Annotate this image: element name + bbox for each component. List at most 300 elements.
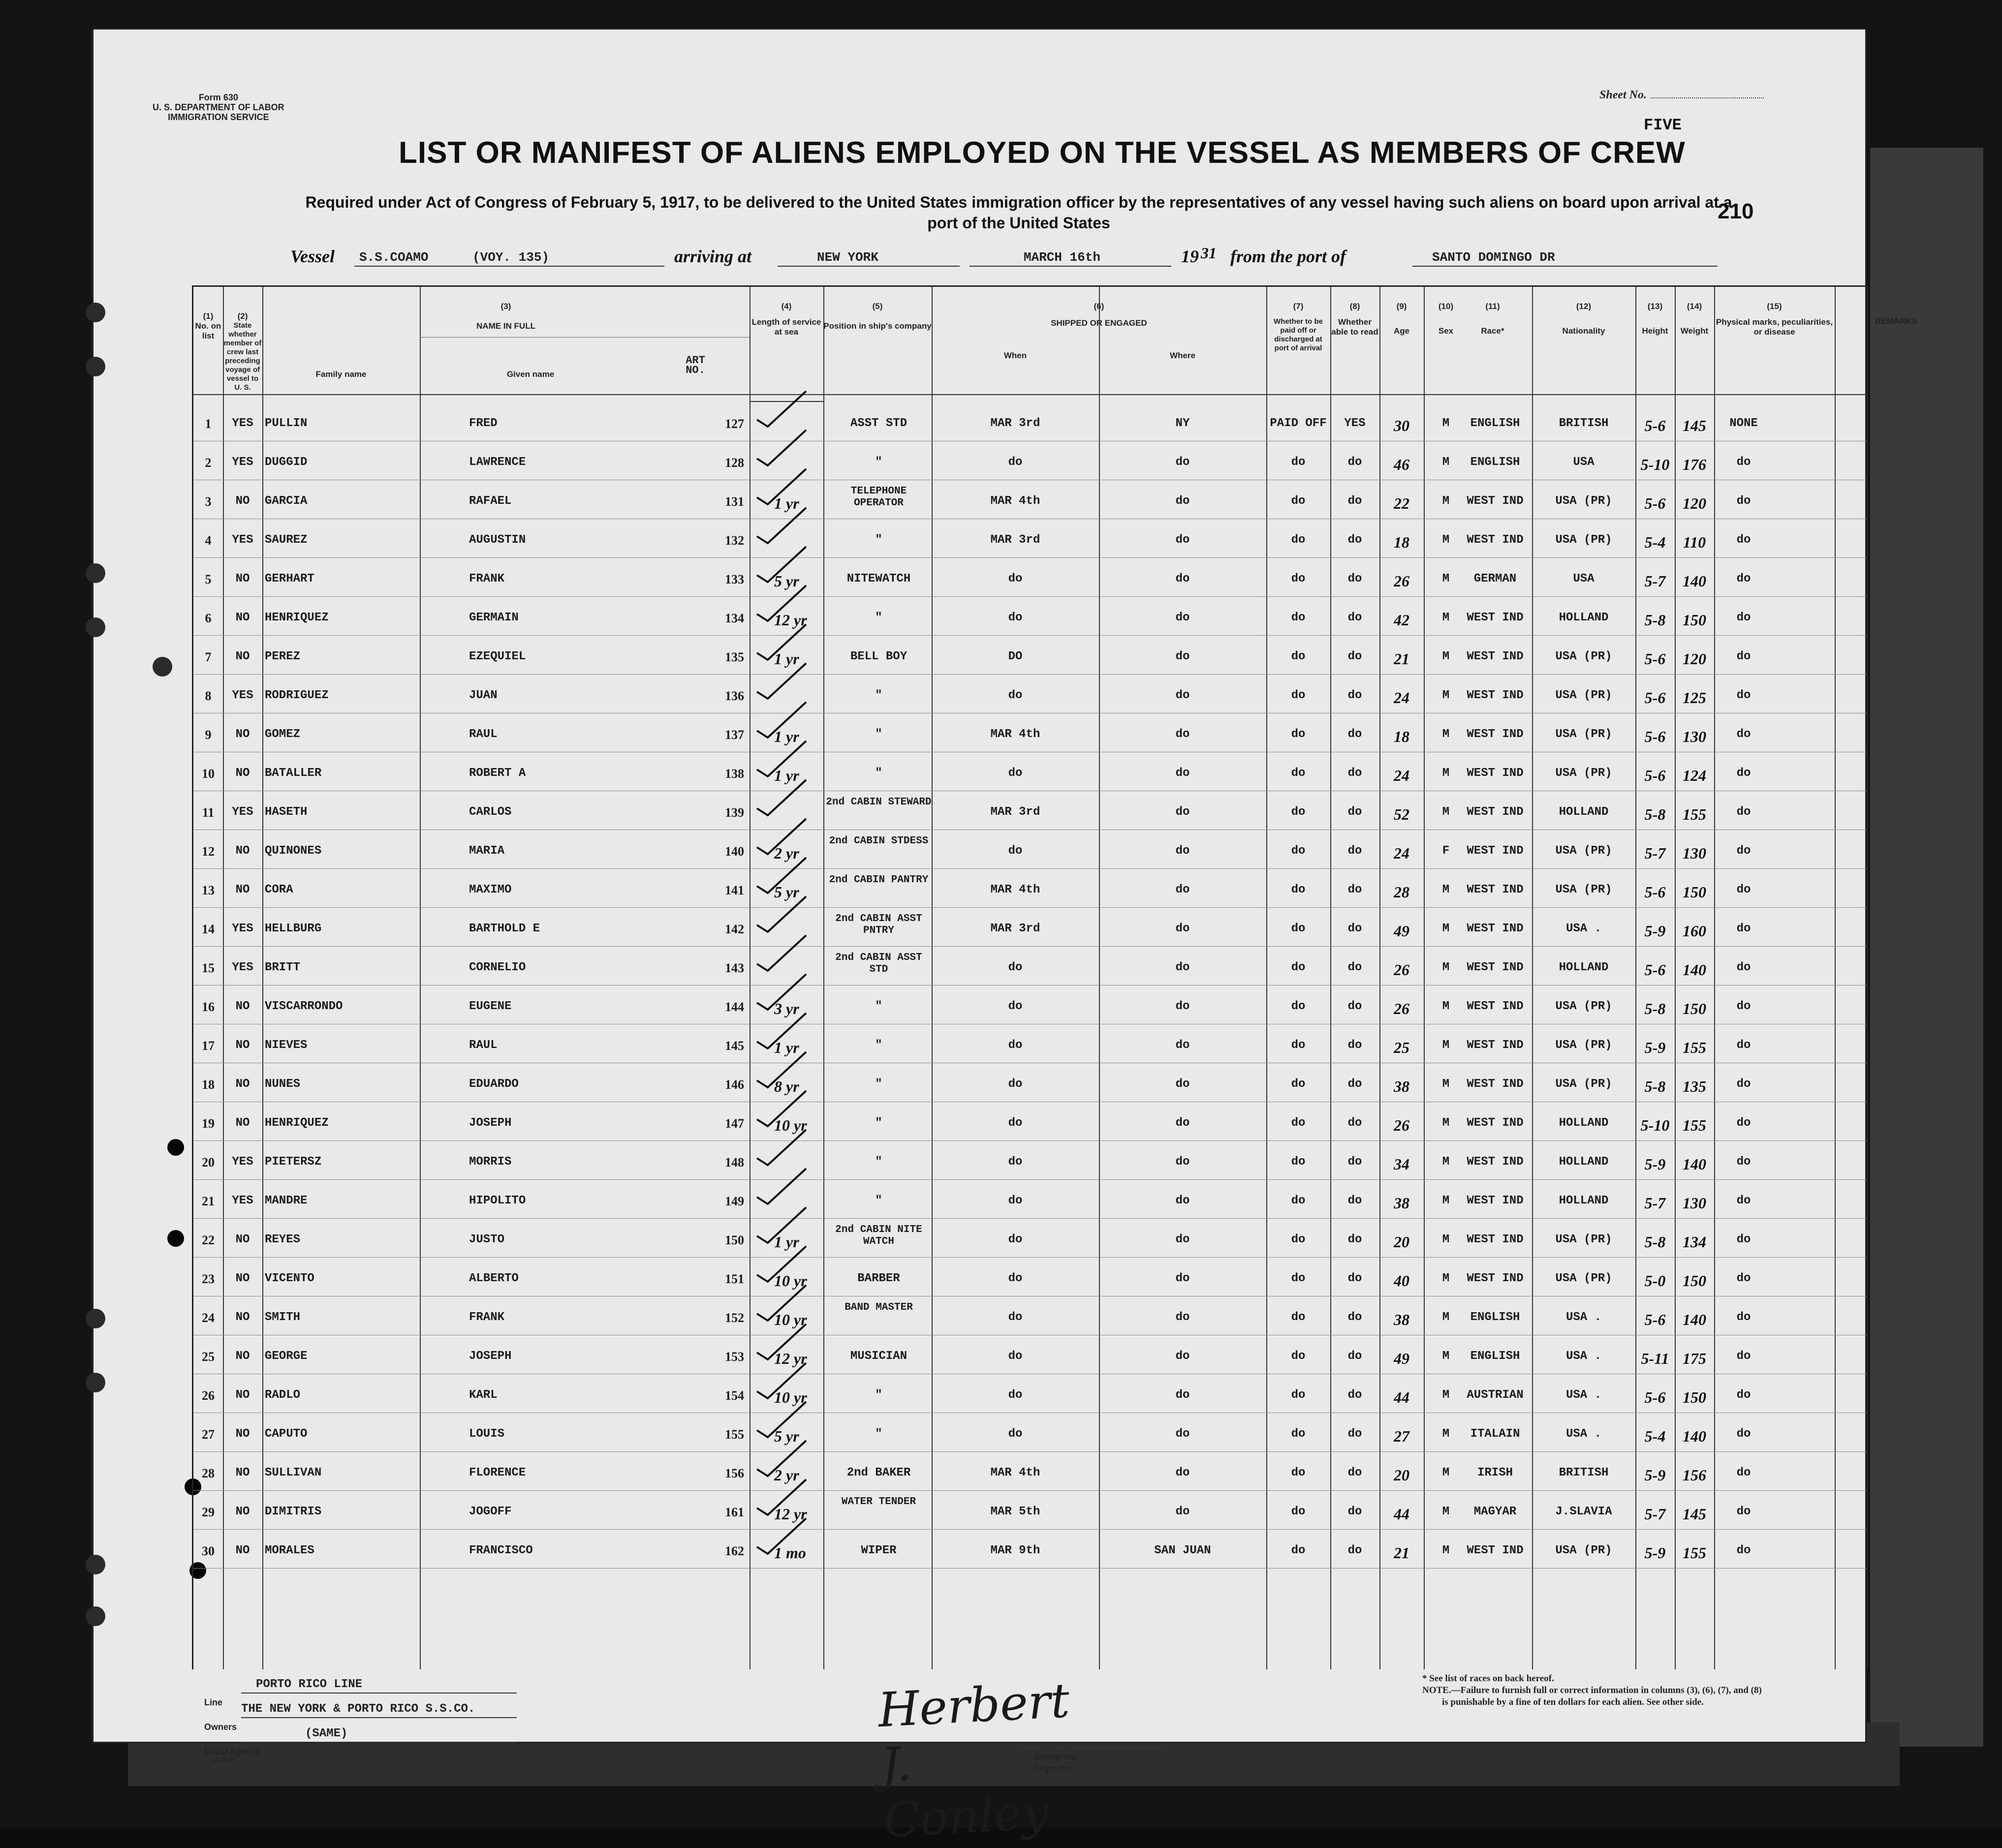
cell-age: 21: [1394, 1544, 1409, 1562]
binder-hole-icon: [153, 657, 172, 677]
cell-race: GERMAN: [1473, 572, 1517, 585]
cell-prev: YES: [232, 922, 253, 935]
cell-family: SMITH: [265, 1311, 301, 1324]
header-position: Position in ship's company: [823, 321, 932, 331]
cell-height: 5-6: [1644, 650, 1666, 668]
checkmark-icon: [752, 1128, 811, 1167]
cell-prev: NO: [235, 1544, 250, 1557]
cell-given: JUAN: [469, 689, 498, 702]
cell-prev: NO: [235, 1311, 250, 1324]
cell-marks: do: [1736, 1194, 1751, 1207]
cell-art: 141: [725, 883, 744, 897]
header-race: Race*: [1481, 326, 1504, 336]
cell-given: HIPOLITO: [469, 1194, 526, 1207]
cell-given: EDUARDO: [469, 1078, 519, 1091]
cell-no: 1: [205, 417, 212, 431]
cell-art: 156: [725, 1466, 744, 1480]
cell-no: 29: [202, 1505, 215, 1519]
row-divider: [193, 946, 1867, 947]
cell-prev: NO: [235, 1427, 250, 1441]
cell-marks: do: [1736, 1233, 1751, 1246]
header-col2-num: (2): [237, 311, 248, 321]
cell-read: do: [1347, 1000, 1362, 1013]
owners-underline: [241, 1717, 517, 1718]
cell-art: 152: [725, 1311, 744, 1325]
cell-height: 5-8: [1644, 1000, 1666, 1017]
cell-no: 21: [202, 1194, 215, 1208]
binder-hole-icon: [86, 1309, 105, 1328]
cell-position: 2nd CABIN STDESS: [829, 835, 929, 847]
cell-paid: PAID OFF: [1270, 417, 1327, 430]
cell-age: 20: [1394, 1466, 1409, 1484]
cell-read: do: [1347, 650, 1362, 663]
cell-family: RODRIGUEZ: [265, 689, 329, 702]
cell-weight: 176: [1683, 456, 1706, 473]
cell-age: 26: [1394, 961, 1409, 979]
cell-weight: 156: [1683, 1466, 1706, 1484]
from-label: from the port of: [1230, 246, 1346, 266]
cell-where: do: [1175, 1116, 1190, 1130]
cell-paid: do: [1291, 1272, 1306, 1285]
cell-no: 3: [205, 494, 212, 509]
cell-paid: do: [1291, 1427, 1306, 1441]
sheet-no-label: Sheet No.: [1599, 89, 1647, 101]
cell-read: do: [1347, 689, 1362, 702]
cell-family: PIETERSZ: [265, 1155, 322, 1169]
cell-read: YES: [1344, 417, 1366, 430]
cell-when: do: [1008, 1272, 1023, 1285]
cell-sex: M: [1442, 922, 1450, 935]
cell-nat: USA (PR): [1555, 844, 1612, 858]
department-name: U. S. DEPARTMENT OF LABOR: [153, 102, 284, 112]
cell-given: KARL: [469, 1388, 498, 1402]
cell-paid: do: [1291, 1350, 1306, 1363]
cell-family: NIEVES: [265, 1039, 308, 1052]
header-col13-num: (13): [1647, 302, 1663, 311]
cell-sex: M: [1442, 1544, 1450, 1557]
cell-height: 5-6: [1644, 417, 1666, 434]
cell-given: FLORENCE: [469, 1466, 526, 1479]
cell-where: do: [1175, 1039, 1190, 1052]
cell-position: 2nd CABIN NITE WATCH: [835, 1224, 922, 1247]
cell-race: WEST IND: [1467, 494, 1524, 508]
cell-where: do: [1175, 1078, 1190, 1091]
cell-art: 162: [725, 1544, 744, 1558]
cell-paid: do: [1291, 1388, 1306, 1402]
cell-weight: 135: [1683, 1078, 1706, 1095]
cell-marks: do: [1736, 1544, 1751, 1557]
cell-position: 2nd CABIN ASST PNTRY: [835, 913, 922, 936]
cell-given: MARIA: [469, 844, 505, 858]
cell-sex: M: [1442, 494, 1450, 508]
header-no-on-list: No. on list: [195, 321, 221, 340]
cell-race: ENGLISH: [1470, 417, 1520, 430]
date-underline: [970, 266, 1171, 267]
cell-given: EUGENE: [469, 1000, 512, 1013]
cell-sex: M: [1442, 1350, 1450, 1363]
cell-given: JOSEPH: [469, 1350, 512, 1363]
cell-where: do: [1175, 689, 1190, 702]
cell-height: 5-9: [1644, 922, 1666, 940]
cell-where: do: [1175, 1194, 1190, 1207]
cell-service: 1 yr: [774, 1233, 799, 1251]
cell-race: ITALAIN: [1470, 1427, 1520, 1441]
cell-nat: HOLLAND: [1559, 1194, 1609, 1207]
cell-family: REYES: [265, 1233, 301, 1246]
cell-height: 5-9: [1644, 1544, 1666, 1562]
vessel-voyage: (VOY. 135): [472, 250, 550, 265]
cell-position: ": [875, 1155, 882, 1169]
cell-when: do: [1008, 1350, 1023, 1363]
cell-family: SAUREZ: [265, 533, 308, 547]
header-col7-num: (7): [1293, 302, 1304, 311]
cell-nat: USA .: [1565, 1311, 1601, 1324]
cell-paid: do: [1291, 1233, 1306, 1246]
page-subtitle: [182, 192, 1855, 233]
header-col12-num: (12): [1576, 302, 1592, 311]
cell-paid: do: [1291, 1194, 1306, 1207]
cell-read: do: [1347, 1466, 1362, 1479]
cell-service: 10 yr: [774, 1311, 807, 1328]
cell-marks: do: [1736, 1039, 1751, 1052]
cell-height: 5-9: [1644, 1155, 1666, 1173]
checkmark-icon: [752, 661, 811, 701]
cell-family: BRITT: [265, 961, 301, 974]
cell-family: NUNES: [265, 1078, 301, 1091]
cell-paid: do: [1291, 1039, 1306, 1052]
cell-art: 143: [725, 961, 744, 975]
cell-nat: HOLLAND: [1559, 1116, 1609, 1130]
cell-when: MAR 9th: [990, 1544, 1040, 1557]
cell-where: do: [1175, 1427, 1190, 1441]
cell-nat: HOLLAND: [1559, 805, 1609, 819]
cell-race: ENGLISH: [1470, 1350, 1520, 1363]
cell-nat: USA: [1573, 456, 1595, 469]
cell-family: HENRIQUEZ: [265, 611, 329, 624]
cell-weight: 150: [1683, 1272, 1706, 1290]
cell-family: GEORGE: [265, 1350, 308, 1363]
arrival-date: MARCH 16th: [1024, 250, 1101, 265]
cell-nat: HOLLAND: [1559, 961, 1609, 974]
cell-art: 147: [725, 1116, 744, 1131]
cell-height: 5-4: [1644, 1427, 1666, 1445]
cell-position: BARBER: [857, 1272, 900, 1285]
cell-where: SAN JUAN: [1154, 1544, 1211, 1557]
cell-weight: 140: [1683, 961, 1706, 979]
cell-family: MANDRE: [265, 1194, 308, 1207]
cell-position: ": [875, 1000, 882, 1013]
cell-paid: do: [1291, 650, 1306, 663]
cell-weight: 124: [1683, 767, 1706, 784]
cell-art: 150: [725, 1233, 744, 1247]
cell-race: MAGYAR: [1473, 1505, 1517, 1518]
cell-art: 134: [725, 611, 744, 625]
cell-nat: USA (PR): [1555, 1233, 1612, 1246]
page-shadow-right: [1870, 148, 1983, 1747]
header-col8-num: (8): [1349, 302, 1360, 311]
cell-service: 12 yr: [774, 1350, 807, 1367]
cell-sex: M: [1442, 728, 1450, 741]
cell-art: 138: [725, 767, 744, 781]
cell-service: 12 yr: [774, 1505, 807, 1523]
cell-no: 6: [205, 611, 212, 625]
cell-sex: M: [1442, 767, 1450, 780]
cell-height: 5-7: [1644, 572, 1666, 590]
cell-family: PULLIN: [265, 417, 308, 430]
note-fine: is punishable by a fine of ten dollars for each alien. See other side.: [1442, 1697, 1704, 1707]
header-sex: Sex: [1438, 326, 1454, 336]
cell-when: do: [1008, 1388, 1023, 1402]
header-col11-num: (11): [1485, 302, 1500, 311]
cell-weight: 125: [1683, 689, 1706, 707]
cell-art: 135: [725, 650, 744, 664]
cell-service: 3 yr: [774, 1000, 799, 1017]
arriving-port: NEW YORK: [817, 250, 878, 265]
cell-height: 5-4: [1644, 533, 1666, 551]
cell-when: do: [1008, 961, 1023, 974]
cell-family: RADLO: [265, 1388, 301, 1402]
cell-age: 24: [1394, 767, 1409, 784]
cell-height: 5-7: [1644, 844, 1666, 862]
form-number: Form 630: [198, 92, 238, 102]
cell-race: WEST IND: [1467, 689, 1524, 702]
cell-position: ": [875, 689, 882, 702]
cell-race: WEST IND: [1467, 961, 1524, 974]
cell-art: 154: [725, 1388, 744, 1403]
cell-weight: 130: [1683, 728, 1706, 745]
cell-position: ": [875, 1116, 882, 1130]
cell-weight: 140: [1683, 1311, 1706, 1328]
cell-race: WEST IND: [1467, 1078, 1524, 1091]
cell-service: 5 yr: [774, 1427, 799, 1445]
cell-art: 155: [725, 1427, 744, 1442]
cell-read: do: [1347, 1116, 1362, 1130]
cell-read: do: [1347, 533, 1362, 547]
cell-position: ": [875, 456, 882, 469]
header-col1-num: (1): [203, 311, 214, 321]
cell-height: 5-6: [1644, 961, 1666, 979]
cell-prev: NO: [235, 728, 250, 741]
cell-paid: do: [1291, 961, 1306, 974]
cell-position: BAND MASTER: [845, 1302, 913, 1313]
cell-weight: 120: [1683, 494, 1706, 512]
agents-label: Local Agents: [204, 1747, 260, 1756]
cell-paid: do: [1291, 1078, 1306, 1091]
cell-nat: USA (PR): [1555, 1039, 1612, 1052]
cell-family: MORALES: [265, 1544, 314, 1557]
cell-height: 5-6: [1644, 1388, 1666, 1406]
cell-when: do: [1008, 611, 1023, 624]
cell-position: 2nd BAKER: [846, 1466, 911, 1479]
cell-paid: do: [1291, 1116, 1306, 1130]
cell-when: do: [1008, 689, 1023, 702]
header-col3-num: (3): [500, 302, 511, 311]
cell-age: 34: [1394, 1155, 1409, 1173]
cell-family: DIMITRIS: [265, 1505, 322, 1518]
cell-position: 2nd CABIN ASST STD: [835, 952, 922, 975]
cell-age: 18: [1394, 533, 1409, 551]
cell-age: 26: [1394, 572, 1409, 590]
cell-given: MAXIMO: [469, 883, 512, 896]
row-divider: [193, 1179, 1867, 1180]
cell-art: 136: [725, 689, 744, 703]
header-col15-num: (15): [1767, 302, 1782, 311]
cell-prev: NO: [235, 572, 250, 585]
cell-weight: 120: [1683, 650, 1706, 668]
cell-marks: do: [1736, 1350, 1751, 1363]
cell-prev: NO: [235, 1116, 250, 1130]
cell-family: PEREZ: [265, 650, 301, 663]
cell-where: do: [1175, 650, 1190, 663]
cell-weight: 140: [1683, 572, 1706, 590]
cell-art: 132: [725, 533, 744, 548]
cell-prev: NO: [235, 1039, 250, 1052]
cell-read: do: [1347, 1155, 1362, 1169]
sheet-number-field: [1599, 89, 1764, 102]
cell-nat: USA (PR): [1555, 533, 1612, 547]
cell-given: FRANK: [469, 572, 505, 585]
cell-paid: do: [1291, 1155, 1306, 1169]
cell-service: 10 yr: [774, 1388, 807, 1406]
checkmark-icon: [752, 1167, 811, 1206]
cell-where: do: [1175, 1233, 1190, 1246]
vessel-name: S.S.COAMO: [359, 250, 429, 265]
row-divider: [193, 1568, 1867, 1569]
cell-age: 27: [1394, 1427, 1409, 1445]
cell-sex: M: [1442, 883, 1450, 896]
cell-sex: F: [1442, 844, 1450, 858]
cell-read: do: [1347, 883, 1362, 896]
cell-marks: do: [1736, 1078, 1751, 1091]
cell-position: ": [875, 1039, 882, 1052]
cell-given: JOGOFF: [469, 1505, 512, 1518]
cell-age: 24: [1394, 844, 1409, 862]
cell-art: 140: [725, 844, 744, 859]
cell-nat: USA (PR): [1555, 728, 1612, 741]
cell-no: 11: [202, 805, 215, 820]
cell-sex: M: [1442, 689, 1450, 702]
cell-family: HASETH: [265, 805, 308, 819]
cell-art: 149: [725, 1194, 744, 1208]
cell-paid: do: [1291, 456, 1306, 469]
cell-sex: M: [1442, 611, 1450, 624]
cell-position: 2nd CABIN STEWARD: [826, 797, 932, 808]
cell-weight: 140: [1683, 1427, 1706, 1445]
header-weight: Weight: [1680, 326, 1709, 336]
vessel-label: Vessel: [290, 246, 335, 266]
cell-where: do: [1175, 533, 1190, 547]
cell-race: WEST IND: [1467, 1116, 1524, 1130]
cell-marks: do: [1736, 1505, 1751, 1518]
cell-no: 20: [202, 1155, 215, 1170]
cell-age: 26: [1394, 1116, 1409, 1134]
cell-given: AUGUSTIN: [469, 533, 526, 547]
cell-marks: do: [1736, 961, 1751, 974]
header-col4-num: (4): [781, 302, 792, 311]
cell-art: 153: [725, 1350, 744, 1364]
cell-service: 1 yr: [774, 494, 799, 512]
cell-service: 1 mo: [774, 1544, 806, 1562]
form-code: 14-1340: [212, 1756, 234, 1763]
cell-where: do: [1175, 1388, 1190, 1402]
cell-age: 21: [1394, 650, 1409, 668]
cell-given: BARTHOLD E: [469, 922, 540, 935]
cell-where: do: [1175, 1350, 1190, 1363]
cell-no: 30: [202, 1544, 215, 1558]
cell-nat: USA .: [1565, 1427, 1601, 1441]
cell-race: ENGLISH: [1470, 456, 1520, 469]
note-races: * See list of races on back hereof.: [1422, 1673, 1554, 1684]
cell-sex: M: [1442, 1155, 1450, 1169]
cell-prev: NO: [235, 1272, 250, 1285]
agents-value: (SAME): [305, 1727, 348, 1740]
row-divider: [193, 868, 1867, 869]
cell-position: ": [875, 611, 882, 624]
row-divider: [193, 596, 1867, 597]
cell-where: do: [1175, 456, 1190, 469]
cell-race: WEST IND: [1467, 844, 1524, 858]
cell-where: do: [1175, 1505, 1190, 1518]
cell-marks: do: [1736, 844, 1751, 858]
cell-art: 127: [725, 417, 744, 431]
cell-no: 5: [205, 572, 212, 586]
cell-service: 1 yr: [774, 728, 799, 745]
cell-weight: 134: [1683, 1233, 1706, 1251]
cell-height: 5-6: [1644, 767, 1666, 784]
footer-notes: [1422, 1673, 1762, 1708]
cell-when: do: [1008, 1311, 1023, 1324]
cell-paid: do: [1291, 1311, 1306, 1324]
cell-age: 49: [1394, 1350, 1409, 1367]
cell-nat: USA: [1573, 572, 1595, 585]
cell-sex: M: [1442, 805, 1450, 819]
row-divider: [193, 557, 1867, 558]
cell-height: 5-8: [1644, 1078, 1666, 1095]
cell-prev: YES: [232, 961, 253, 974]
cell-read: do: [1347, 1388, 1362, 1402]
cell-where: do: [1175, 805, 1190, 819]
cell-no: 26: [202, 1388, 215, 1403]
cell-no: 25: [202, 1350, 215, 1364]
header-age: Age: [1393, 326, 1410, 336]
cell-sex: M: [1442, 1388, 1450, 1402]
checkmark-icon: [752, 389, 811, 429]
cell-marks: do: [1736, 728, 1751, 741]
cell-paid: do: [1291, 1466, 1306, 1479]
binder-hole-icon: [86, 1606, 105, 1626]
row-divider: [193, 1257, 1867, 1258]
cell-when: MAR 4th: [990, 883, 1040, 896]
cell-prev: NO: [235, 767, 250, 780]
header-where: Where: [1170, 351, 1195, 360]
checkmark-icon: [752, 778, 811, 817]
vessel-underline: [354, 266, 664, 267]
cell-nat: USA (PR): [1555, 689, 1612, 702]
cell-read: do: [1347, 1544, 1362, 1557]
cell-prev: NO: [235, 1000, 250, 1013]
cell-given: JUSTO: [469, 1233, 505, 1246]
cell-no: 14: [202, 922, 215, 936]
cell-art: 139: [725, 805, 744, 820]
cell-paid: do: [1291, 572, 1306, 585]
cell-given: LOUIS: [469, 1427, 505, 1441]
row-divider: [193, 985, 1867, 986]
cell-when: do: [1008, 1427, 1023, 1441]
cell-race: WEST IND: [1467, 1039, 1524, 1052]
binder-hole-icon: [86, 303, 105, 322]
cell-sex: M: [1442, 1116, 1450, 1130]
punch-dot-icon: [167, 1230, 184, 1247]
